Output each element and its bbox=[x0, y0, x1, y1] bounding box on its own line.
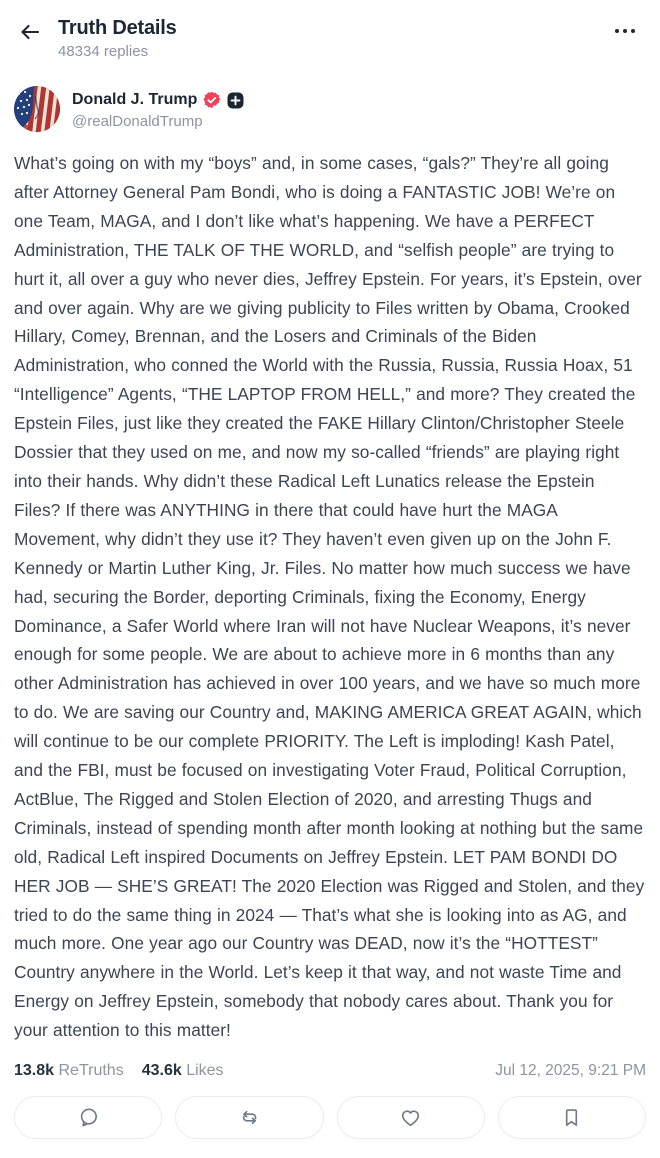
timestamp: Jul 12, 2025, 9:21 PM bbox=[495, 1062, 646, 1080]
retruth-button[interactable] bbox=[175, 1096, 323, 1139]
header bbox=[14, 16, 646, 60]
stats-left bbox=[14, 1062, 224, 1080]
arrow-left-icon bbox=[18, 20, 42, 47]
verified-badge-icon bbox=[203, 91, 221, 109]
bookmark-icon bbox=[560, 1106, 583, 1129]
back-button[interactable] bbox=[14, 18, 46, 47]
likes-label: Likes bbox=[186, 1062, 224, 1080]
likes-stat[interactable] bbox=[142, 1062, 224, 1080]
likes-count: 43.6k bbox=[141, 1062, 182, 1080]
retruths-stat[interactable] bbox=[14, 1062, 124, 1080]
header-text bbox=[58, 16, 177, 60]
reply-button[interactable] bbox=[14, 1096, 162, 1139]
author-row bbox=[14, 86, 646, 135]
author-handle[interactable]: @realDonaldTrump bbox=[72, 113, 203, 130]
stats-row bbox=[14, 1062, 646, 1080]
action-bar bbox=[14, 1096, 646, 1139]
avatar-flag-face-image bbox=[14, 86, 60, 135]
more-options-button[interactable] bbox=[608, 20, 642, 45]
replies-count: 48334 replies bbox=[58, 43, 149, 60]
like-button[interactable] bbox=[337, 1096, 485, 1139]
retruths-label: ReTruths bbox=[58, 1062, 124, 1080]
bookmark-button[interactable] bbox=[498, 1096, 646, 1139]
page-title: Truth Details bbox=[58, 17, 177, 39]
reply-bubble-icon bbox=[77, 1106, 100, 1129]
post-body: What’s going on with my “boys” and, in some cases, “gals?” They’re all going after Attorney General Pam Bondi, who is doing a FANTASTIC JOB! We’re on one Team, MAGA, and I don’t like what’s happening. We have a PERFECT Administration, THE TALK OF THE WORLD, and “selfish people” are trying to hurt it, all over a guy who never dies, Jeffrey Epstein. For years, it’s Epstein, over and over again. Why are we giving publicity to Files written by Obama, Crooked Hillary, Comey, Brennan, and the Losers and Criminals of the Biden Administration, who conned the World with the Russia, Russia, Russia Hoax, 51 “Intelligence” Agents, “THE LAPTOP FROM HELL,” and more? They created the Epstein Files, just like they created the FAKE Hillary Clinton/Christopher Steele Dossier that they used on me, and now my so-called “friends” are playing right into their hands. Why didn’t these Radical Left Lunatics release the Epstein Files? If there was ANYTHING in there that could have hurt the MAGA Movement, why didn’t they use it? They haven’t even given up on the John F. Kennedy or Martin Luther King, Jr. Files. No matter how much success we have had, securing the Border, deporting Criminals, fixing the Economy, Energy Dominance, a Safer World where Iran will not have Nuclear Weapons, it’s never enough for some people. We are about to achieve more in 6 months than any other Administration has achieved in over 100 years, and we have so much more to do. We are saving our Country and, MAKING AMERICA GREAT AGAIN, which will continue to be our complete PRIORITY. The Left is imploding! Kash Patel, and the FBI, must be focused on investigating Voter Fraud, Political Corruption, ActBlue, The Rigged and Stolen Election of 2020, and arresting Thugs and Criminals, instead of spending month after month looking at nothing but the same old, Radical Left inspired Documents on Jeffrey Epstein. LET PAM BONDI DO HER JOB — SHE’S GREAT! The 2020 Election was Rigged and Stolen, and they tried to do the same thing in 2024 — That’s what she is looking into as AG, and much more. One year ago our Country was DEAD, now it’s the “HOTTEST” Country anywhere in the World. Let’s keep it that way, and not waste Time and Energy on Jeffrey Epstein, somebody that nobody cares about. Thank you for your attention to this matter! bbox=[14, 153, 645, 1041]
author-name-row bbox=[72, 91, 244, 109]
plus-badge-icon bbox=[227, 92, 244, 109]
retruth-arrows-icon bbox=[238, 1106, 261, 1129]
retruths-count: 13.8k bbox=[14, 1062, 55, 1080]
author-meta bbox=[72, 91, 244, 130]
avatar[interactable] bbox=[14, 86, 60, 135]
ellipsis-icon bbox=[612, 24, 638, 41]
heart-icon bbox=[399, 1106, 422, 1129]
author-name[interactable]: Donald J. Trump bbox=[72, 91, 198, 108]
